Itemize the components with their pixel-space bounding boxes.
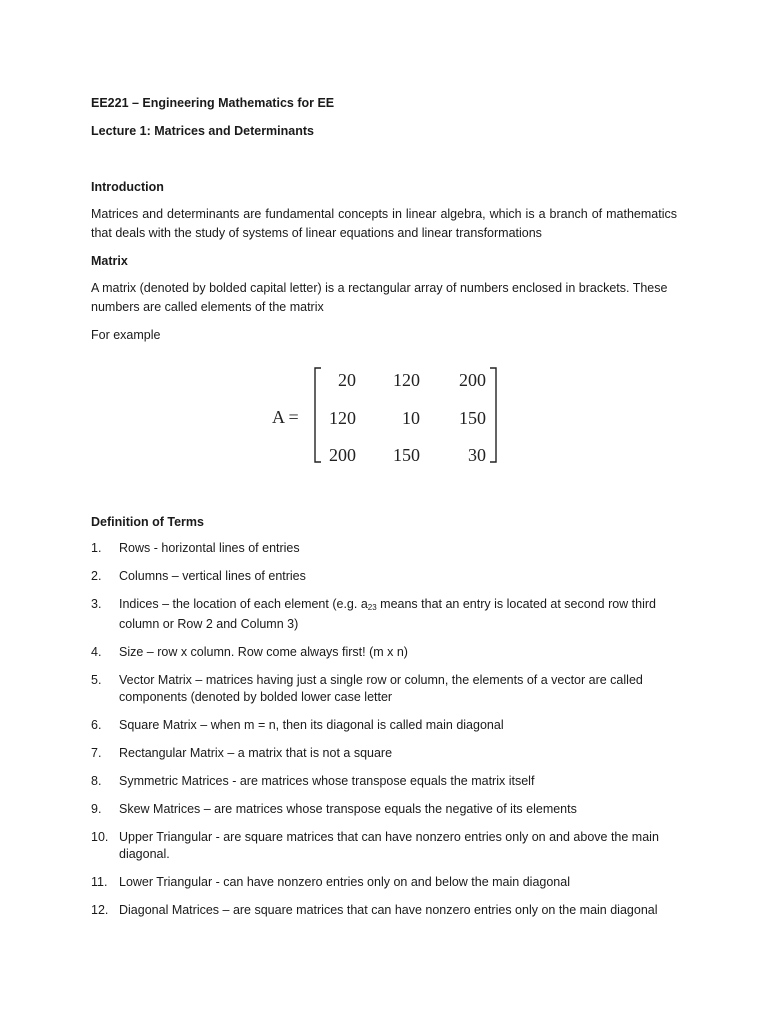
matrix-cell: 120: [393, 370, 420, 390]
definition-text-part: Indices – the location of each element (e.g. a: [119, 597, 368, 611]
definition-number: 3.: [91, 597, 102, 611]
definition-item: [91, 902, 677, 919]
definition-number: 5.: [91, 673, 102, 687]
definition-item: [91, 773, 677, 790]
matrix-cell: 120: [329, 408, 356, 428]
matrix-cell: 150: [393, 445, 420, 465]
example-matrix: [264, 361, 499, 469]
example-label: For example: [91, 328, 161, 342]
definition-text: Diagonal Matrices – are square matrices that can have nonzero entries only on the main diagonal: [119, 903, 658, 917]
definition-item: [91, 644, 677, 661]
definitions-list: [91, 540, 677, 919]
definition-item: [91, 874, 677, 891]
definition-number: 7.: [91, 746, 102, 760]
matrix-cell: 200: [329, 445, 356, 465]
matrix-cell: 30: [468, 445, 486, 465]
definition-text: Rows - horizontal lines of entries: [119, 541, 300, 555]
matrix-cell: 150: [459, 408, 486, 428]
introduction-paragraph: Matrices and determinants are fundamental concepts in linear algebra, which is a branch of mathematics that deals with the study of systems of linear equations and linear transformations: [91, 207, 677, 240]
matrix-name: A =: [272, 407, 299, 427]
matrix-cell: 10: [402, 408, 420, 428]
matrix-heading: Matrix: [91, 254, 128, 268]
definition-item: [91, 672, 677, 706]
matrix-cells: [329, 370, 486, 465]
definition-text: [119, 596, 677, 633]
left-bracket: [315, 368, 321, 462]
definition-number: 8.: [91, 774, 102, 788]
definition-text: Lower Triangular - can have nonzero entries only on and below the main diagonal: [119, 875, 570, 889]
definition-number: 1.: [91, 541, 102, 555]
definition-item: [91, 540, 677, 557]
definition-text: Rectangular Matrix – a matrix that is not a square: [119, 746, 393, 760]
definition-item: [91, 717, 677, 734]
definitions-heading: Definition of Terms: [91, 515, 204, 529]
definition-number: 12.: [91, 903, 109, 917]
definition-number: 9.: [91, 802, 102, 816]
course-title: EE221 – Engineering Mathematics for EE: [91, 96, 335, 110]
definition-item: [91, 745, 677, 762]
definition-text: Vector Matrix – matrices having just a single row or column, the elements of a vector are called components (denoted by bolded lower case letter: [119, 673, 643, 704]
definition-text: Size – row x column. Row come always first! (m x n): [119, 645, 408, 659]
example-matrix-figure: [264, 361, 499, 469]
definition-number: 6.: [91, 718, 102, 732]
definition-text-part: means that an entry is located at second row third column or Row 2 and Column 3): [119, 597, 657, 631]
definition-item: [91, 801, 677, 818]
definition-text: Symmetric Matrices - are matrices whose transpose equals the matrix itself: [119, 774, 535, 788]
index-subscript: 23: [367, 603, 377, 612]
definition-number: 2.: [91, 569, 102, 583]
right-bracket: [490, 368, 496, 462]
definition-text: Skew Matrices – are matrices whose transpose equals the negative of its elements: [119, 802, 577, 816]
matrix-paragraph: A matrix (denoted by bolded capital letter) is a rectangular array of numbers enclosed in brackets. These numbers are called elements of the matrix: [91, 281, 668, 314]
definition-number: 10.: [91, 830, 109, 844]
definition-item: [91, 596, 677, 633]
matrix-cell: 200: [459, 370, 486, 390]
definition-number: 11.: [91, 875, 108, 889]
definition-text: Columns – vertical lines of entries: [119, 569, 306, 583]
definition-item: [91, 829, 677, 863]
definition-item: [91, 568, 677, 585]
definition-text: Upper Triangular - are square matrices that can have nonzero entries only on and above the main diagonal.: [119, 830, 659, 861]
definition-number: 4.: [91, 645, 102, 659]
matrix-cell: 20: [338, 370, 356, 390]
document-page: [91, 94, 677, 930]
introduction-heading: Introduction: [91, 180, 164, 194]
definition-text: Square Matrix – when m = n, then its diagonal is called main diagonal: [119, 718, 504, 732]
lecture-title: Lecture 1: Matrices and Determinants: [91, 124, 314, 138]
